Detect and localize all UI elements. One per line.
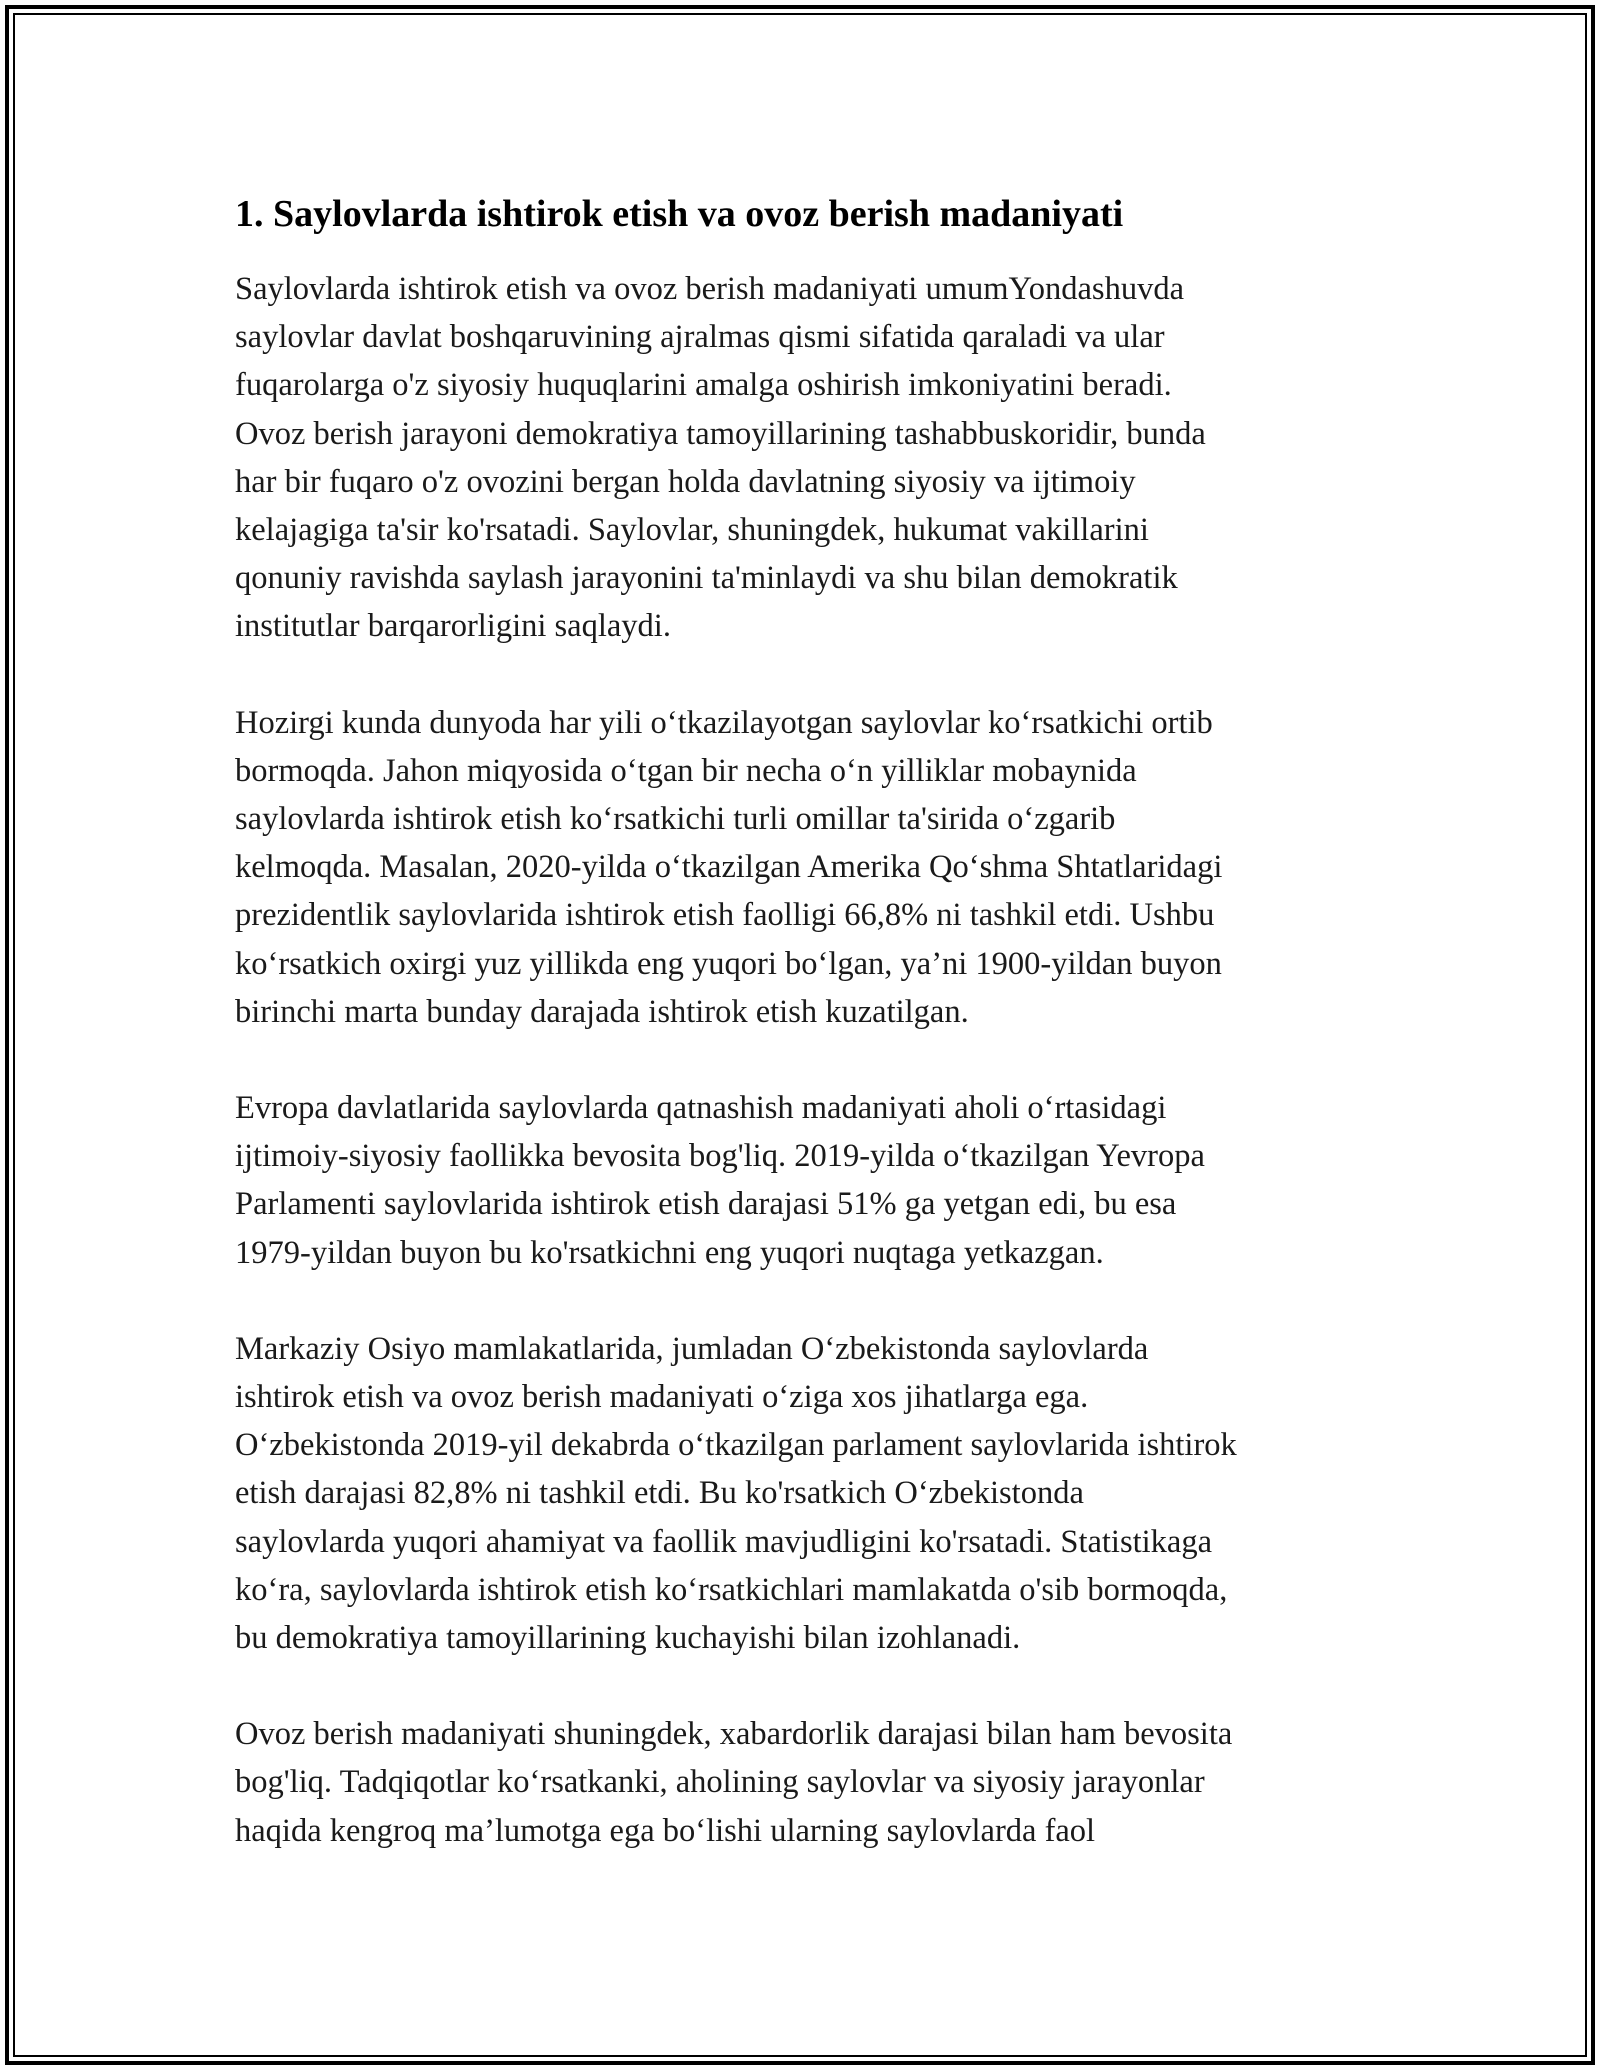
- text-line: prezidentlik saylovlarida ishtirok etish faolligi 66,8% ni tashkil etdi. Ushbu: [235, 897, 1215, 934]
- text-line: saylovlarda yuqori ahamiyat va faollik mavjudligini ko'rsatadi. Statistikaga: [235, 1523, 1213, 1560]
- text-line: Ovoz berish jarayoni demokratiya tamoyillarining tashabbuskoridir, bunda: [235, 415, 1206, 452]
- text-line: bog'liq. Tadqiqotlar ko‘rsatkanki, aholining saylovlar va siyosiy jarayonlar: [235, 1764, 1205, 1801]
- text-line: kelajagiga ta'sir ko'rsatadi. Saylovlar, shuningdek, hukumat vakillarini: [235, 512, 1149, 549]
- text-line: fuqarolarga o'z siyosiy huquqlarini amalga oshirish imkoniyatini beradi.: [235, 367, 1172, 404]
- text-line: qonuniy ravishda saylash jarayonini ta'minlaydi va shu bilan demokratik: [235, 560, 1178, 597]
- text-line: Evropa davlatlarida saylovlarda qatnashish madaniyati aholi o‘rtasidagi: [235, 1090, 1167, 1127]
- section-heading: 1. Saylovlarda ishtirok etish va ovoz berish madaniyati: [235, 193, 1124, 235]
- text-line: Parlamenti saylovlarida ishtirok etish darajasi 51% ga yetgan edi, bu esa: [235, 1186, 1177, 1223]
- paragraph-3: [235, 1084, 1395, 1277]
- text-line: Ovoz berish madaniyati shuningdek, xabardorlik darajasi bilan ham bevosita: [235, 1716, 1233, 1753]
- paragraph-4: [235, 1325, 1395, 1662]
- text-line: institutlar barqarorligini saqlaydi.: [235, 608, 671, 645]
- text-line: etish darajasi 82,8% ni tashkil etdi. Bu ko'rsatkich O‘zbekistonda: [235, 1475, 1084, 1512]
- text-line: ishtirok etish va ovoz berish madaniyati o‘ziga xos jihatlarga ega.: [235, 1379, 1089, 1416]
- text-line: Hozirgi kunda dunyoda har yili o‘tkazilayotgan saylovlar ko‘rsatkichi ortib: [235, 704, 1213, 741]
- text-line: birinchi marta bunday darajada ishtirok etish kuzatilgan.: [235, 993, 969, 1030]
- text-line: haqida kengroq ma’lumotga ega bo‘lishi ularning saylovlarda faol: [235, 1812, 1096, 1849]
- text-line: saylovlar davlat boshqaruvining ajralmas qismi sifatida qaraladi va ular: [235, 319, 1165, 356]
- paragraph-5: [235, 1710, 1395, 1855]
- text-line: ko‘ra, saylovlarda ishtirok etish ko‘rsatkichlari mamlakatda o'sib bormoqda,: [235, 1571, 1228, 1608]
- text-line: ko‘rsatkich oxirgi yuz yillikda eng yuqori bo‘lgan, ya’ni 1900-yildan buyon: [235, 945, 1222, 982]
- text-line: bu demokratiya tamoyillarining kuchayishi bilan izohlanadi.: [235, 1620, 1021, 1657]
- text-line: 1979-yildan buyon bu ko'rsatkichni eng yuqori nuqtaga yetkazgan.: [235, 1234, 1104, 1271]
- paragraph-1: [235, 265, 1395, 651]
- paragraph-2: [235, 699, 1395, 1036]
- text-line: kelmoqda. Masalan, 2020-yilda o‘tkazilgan Amerika Qo‘shma Shtatlaridagi: [235, 849, 1223, 886]
- text-line: Saylovlarda ishtirok etish va ovoz berish madaniyati umumYondashuvda: [235, 271, 1184, 307]
- text-line: bormoqda. Jahon miqyosida o‘tgan bir necha o‘n yilliklar mobaynida: [235, 752, 1137, 789]
- text-line: ijtimoiy-siyosiy faollikka bevosita bog'liq. 2019-yilda o‘tkazilgan Yevropa: [235, 1138, 1205, 1175]
- text-line: saylovlarda ishtirok etish ko‘rsatkichi turli omillar ta'sirida o‘zgarib: [235, 801, 1116, 838]
- text-line: har bir fuqaro o'z ovozini bergan holda davlatning siyosiy va ijtimoiy: [235, 463, 1136, 500]
- text-line: Markaziy Osiyo mamlakatlarida, jumladan O‘zbekistonda saylovlarda: [235, 1330, 1149, 1367]
- text-line: O‘zbekistonda 2019-yil dekabrda o‘tkazilgan parlament saylovlarida ishtirok: [235, 1427, 1237, 1464]
- document-body: [235, 185, 1395, 1903]
